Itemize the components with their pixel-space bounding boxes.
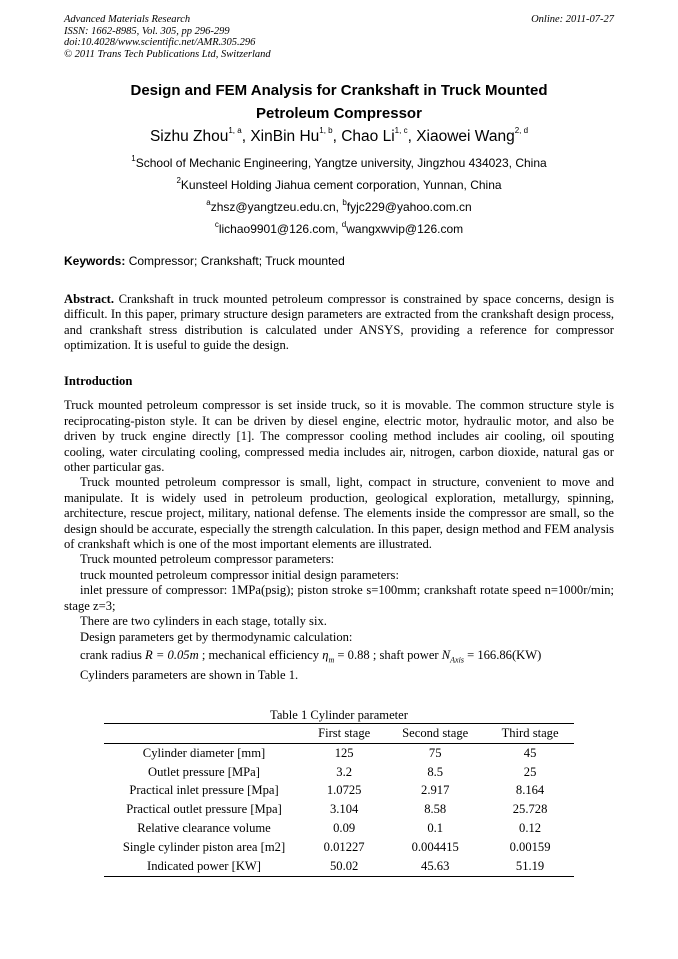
affiliation: $^2$Kunsteel Holding Jiahua cement corporation, Yunnan, China <box>176 176 502 192</box>
table-cell: 2.917 <box>421 783 450 798</box>
table-cell: 0.1 <box>427 821 444 836</box>
table-cell: 3.2 <box>336 764 353 779</box>
table-cell: 8.164 <box>515 783 545 798</box>
table-cell: 50.02 <box>329 858 359 873</box>
author: Sizhu Zhou$^{1, a}$ <box>149 126 242 145</box>
table-row <box>104 763 574 782</box>
abstract: Abstract. Crankshaft in truck mounted petroleum compressor is constrained by space concerns, design is difficult. In this paper, primary structure design parameters are extracted from the crankshaft design process, and crankshaft stress distribution is calculated under ANSYS, providing a reference for compressor optimization. It is useful to guide the design. <box>64 292 614 353</box>
paragraph: truck mounted petroleum compressor initial design parameters: <box>80 567 399 582</box>
row-label: Single cylinder piston area [m2] <box>122 839 286 854</box>
table-cell: 0.004415 <box>411 839 459 854</box>
table-cell: 25 <box>523 764 537 779</box>
journal-name: Advanced Materials Research <box>64 14 191 25</box>
table-header-row <box>104 724 574 744</box>
table-cell: 1.0725 <box>326 783 362 798</box>
paragraph: There are two cylinders in each stage, totally six. <box>80 614 327 629</box>
column-header: Third stage <box>486 724 574 744</box>
row-label: Indicated power [KW] <box>147 858 261 873</box>
table-cell: 0.12 <box>519 821 542 836</box>
column-header: Second stage <box>384 724 486 744</box>
row-label: Outlet pressure [MPa] <box>148 764 260 779</box>
table-cell: 0.01227 <box>323 839 365 854</box>
equation-line: crank radius R = 0.05m ; mechanical efficiency $\eta_m = 0.88$ ; shaft power $N_{Axis} = 166.86(KW)$ <box>80 647 542 665</box>
author: XinBin Hu$^{1, b}$ <box>250 126 333 145</box>
table-row <box>104 744 574 763</box>
table-row <box>104 800 574 819</box>
section-heading: Introduction <box>64 374 133 388</box>
author: Chao Li$^{1, c}$ <box>341 126 408 145</box>
table-caption: Table 1 Cylinder parameter <box>270 708 408 722</box>
table-cell: 0.09 <box>333 821 356 836</box>
column-header: First stage <box>304 724 384 744</box>
cylinder-parameter-table <box>104 723 574 877</box>
paragraph: inlet pressure of compressor: 1MPa(psig); piston stroke s=100mm; crankshaft rotate speed n=1000r/min; stage z=3; <box>64 583 614 613</box>
title-line: Petroleum Compressor <box>256 105 422 122</box>
table-row <box>104 782 574 801</box>
row-label: Practical outlet pressure [Mpa] <box>126 802 282 817</box>
introduction-section <box>64 374 614 683</box>
copyright: © 2011 Trans Tech Publications Ltd, Switzerland <box>64 48 271 60</box>
table-cell: 0.00159 <box>509 839 551 854</box>
paragraph: Design parameters get by thermodynamic calculation: <box>80 629 353 644</box>
table-row <box>104 819 574 838</box>
issn: ISSN: 1662-8985, Vol. 305, pp 296-299 <box>64 25 230 37</box>
table-cell: 8.58 <box>424 802 447 817</box>
paragraph: Truck mounted petroleum compressor is small, light, compact in structure, convenient to move and manipulate. It is widely used in petroleum production, geological exploration, metallurgy, spinning, architecture, rescue project, military, national defense. The elements inside the compressor are small, so the design should be accurate, especially the strength calculation. In this paper, design method and FEM analysis of crankshaft which is one of the most important elements are illustrated. <box>64 475 614 552</box>
title-line: Design and FEM Analysis for Crankshaft in Truck Mounted <box>130 82 548 99</box>
table-cell: 51.19 <box>515 858 545 873</box>
row-label: Practical inlet pressure [Mpa] <box>129 783 279 798</box>
table-cell: 25.728 <box>512 802 548 817</box>
table-row <box>104 857 574 876</box>
paper-title <box>64 79 614 125</box>
table-cell: 45.63 <box>421 858 450 873</box>
row-label: Cylinder diameter [mm] <box>142 745 266 760</box>
author: Xiaowei Wang$^{2, d}$ <box>416 126 529 145</box>
table-cell: 75 <box>428 745 442 760</box>
emails: $^a$zhsz@yangtzeu.edu.cn, $^b$fyjc229@yahoo.com.cn <box>206 198 472 214</box>
column-header <box>104 724 304 744</box>
keywords: Keywords: Compressor; Crankshaft; Truck mounted <box>64 254 345 268</box>
table-cell: 125 <box>334 745 354 760</box>
table-cell: 3.104 <box>329 802 359 817</box>
row-label: Relative clearance volume <box>137 821 271 836</box>
author-list: Sizhu Zhou$^{1, a}$, XinBin Hu$^{1, b}$, Chao Li$^{1, c}$, Xiaowei Wang$^{2, d}$ <box>149 126 529 145</box>
journal-header <box>64 14 614 60</box>
paragraph: Truck mounted petroleum compressor is set inside truck, so it is movable. The common structure style is reciprocating-piston style. It can be driven by diesel engine, electric motor, hydraulic motor, and also be driven by truck engine directly [1]. The compressor cooling method includes air cooling, oil spouting cooling, water circulating cooling, compressed media includes air, nitrogen, carbon dioxide, natural gas or other particular gas. <box>64 398 614 475</box>
online-date: Online: 2011-07-27 <box>531 14 614 25</box>
affiliation: $^1$School of Mechanic Engineering, Yangtze university, Jingzhou 434023, China <box>131 154 547 170</box>
paragraph: Truck mounted petroleum compressor parameters: <box>80 552 335 567</box>
emails: $^c$lichao9901@126.com, $^d$wangxwvip@126.com <box>214 220 464 236</box>
table-cell: 45 <box>523 745 537 760</box>
paragraph: Cylinders parameters are shown in Table 1. <box>80 667 299 682</box>
table-row <box>104 838 574 857</box>
doi: doi:10.4028/www.scientific.net/AMR.305.296 <box>64 37 256 49</box>
table-cell: 8.5 <box>427 764 444 779</box>
